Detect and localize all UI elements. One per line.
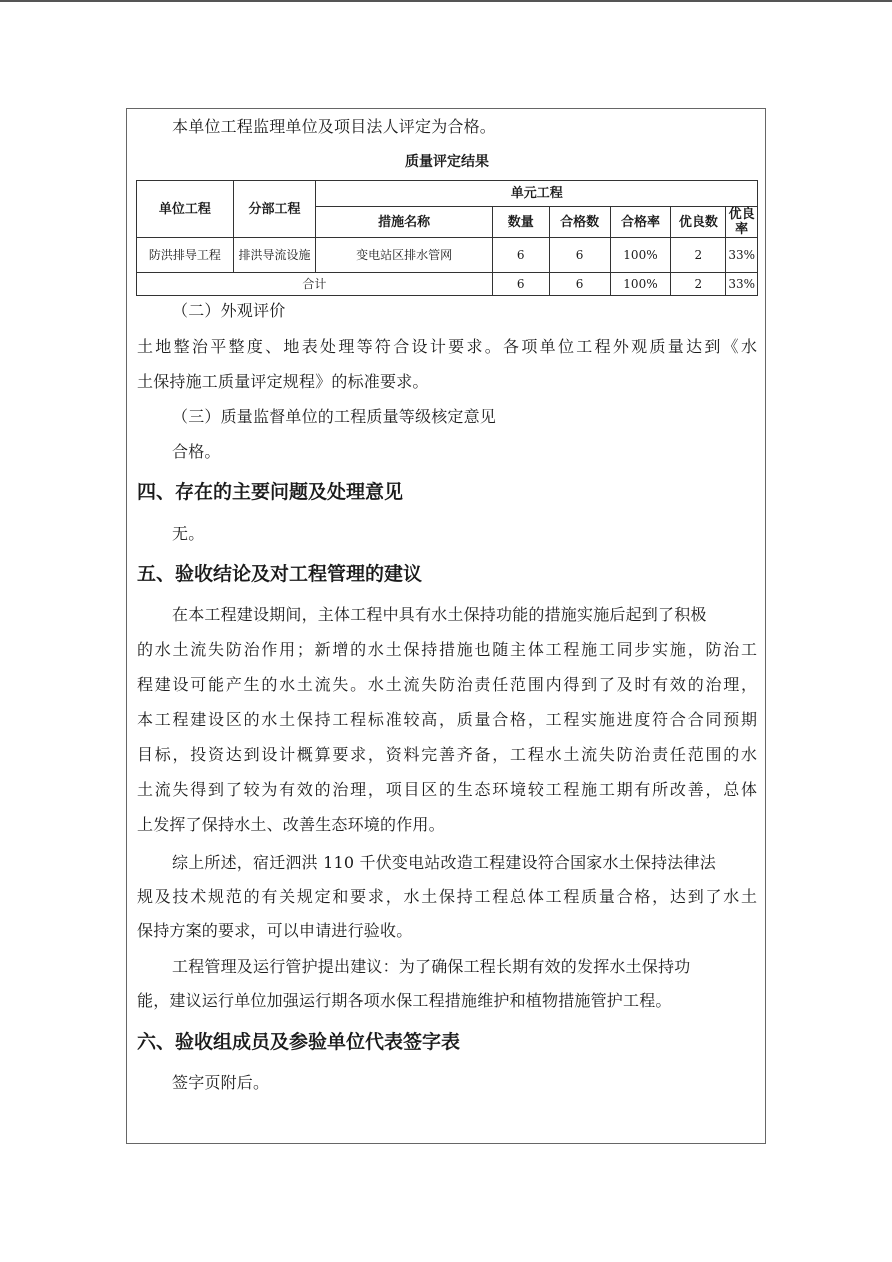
section5-para1-line-3: 程建设可能产生的水土流失。水土流失防治责任范围内得到了及时有效的治理，: [137, 675, 757, 694]
cell-qualified-rate: 100%: [610, 238, 671, 273]
total-qualified-count: 6: [549, 273, 610, 296]
appearance-line-2: 土保持施工质量评定规程》的标准要求。: [137, 372, 429, 391]
table-total-row: [137, 273, 758, 296]
table-row: [137, 238, 758, 273]
quality-assessment-table: [136, 180, 758, 296]
cell-unit-project: 防洪排导工程: [137, 238, 234, 273]
total-excellent-count: 2: [671, 273, 726, 296]
header-excellent-rate: 优良率: [726, 207, 758, 238]
section4-heading: 四、存在的主要问题及处理意见: [137, 481, 404, 503]
cell-sub-project: 排洪导流设施: [233, 238, 316, 273]
section5-para3-line-1: 工程管理及运行管护提出建议：为了确保工程长期有效的发挥水土保持功: [172, 957, 691, 976]
header-qualified-count: 合格数: [549, 207, 610, 238]
section5-para1-line-7: 上发挥了保持水土、改善生态环境的作用。: [137, 815, 445, 834]
header-qualified-rate: 合格率: [610, 207, 671, 238]
section5-para1-line-5: 目标，投资达到设计概算要求，资料完善齐备，工程水土流失防治责任范围的水: [137, 745, 757, 764]
section5-para2-line-1: 综上所述，宿迁泗洪 110 千伏变电站改造工程建设符合国家水土保持法律法: [172, 853, 716, 872]
table-caption: 质量评定结果: [405, 154, 489, 170]
supervision-subheading: （三）质量监督单位的工程质量等级核定意见: [172, 407, 497, 426]
appearance-subheading: （二）外观评价: [172, 301, 286, 320]
section5-para1-line-1: 在本工程建设期间，主体工程中具有水土保持功能的措施实施后起到了积极: [172, 605, 707, 624]
section5-para1-line-4: 本工程建设区的水土保持工程标准较高，质量合格，工程实施进度符合合同预期: [137, 710, 757, 729]
section4-text: 无。: [172, 524, 205, 543]
cell-excellent-rate: 33%: [726, 238, 758, 273]
section5-heading: 五、验收结论及对工程管理的建议: [137, 563, 423, 585]
cell-quantity: 6: [492, 238, 549, 273]
intro-line: 本单位工程监理单位及项目法人评定为合格。: [172, 117, 497, 136]
cell-measure-name: 变电站区排水管网: [316, 238, 492, 273]
section5-para1-line-6: 土流失得到了较为有效的治理，项目区的生态环境较工程施工期有所改善，总体: [137, 780, 757, 799]
header-measure-name: 措施名称: [316, 207, 492, 238]
page-top-border: [0, 0, 892, 2]
total-label: 合计: [137, 273, 493, 296]
section5-para3-line-2: 能，建议运行单位加强运行期各项水保工程措施维护和植物措施管护工程。: [137, 991, 672, 1010]
section5-para1-line-2: 的水土流失防治作用；新增的水土保持措施也随主体工程施工同步实施，防治工: [137, 640, 757, 659]
header-element-project: 单元工程: [316, 181, 758, 207]
section6-text: 签字页附后。: [172, 1073, 270, 1092]
appearance-line-1: 土地整治平整度、地表处理等符合设计要求。各项单位工程外观质量达到《水: [137, 337, 757, 356]
section5-para2-line-3: 保持方案的要求，可以申请进行验收。: [137, 921, 413, 940]
section6-heading: 六、验收组成员及参验单位代表签字表: [137, 1031, 461, 1053]
total-excellent-rate: 33%: [726, 273, 758, 296]
cell-excellent-count: 2: [671, 238, 726, 273]
header-quantity: 数量: [492, 207, 549, 238]
section5-para2-line-2: 规及技术规范的有关规定和要求，水土保持工程总体工程质量合格，达到了水土: [137, 887, 757, 906]
header-sub-project: 分部工程: [233, 181, 316, 238]
total-qualified-rate: 100%: [610, 273, 671, 296]
cell-qualified-count: 6: [549, 238, 610, 273]
total-quantity: 6: [492, 273, 549, 296]
header-unit-project: 单位工程: [137, 181, 234, 238]
header-excellent-count: 优良数: [671, 207, 726, 238]
supervision-text: 合格。: [172, 442, 221, 461]
